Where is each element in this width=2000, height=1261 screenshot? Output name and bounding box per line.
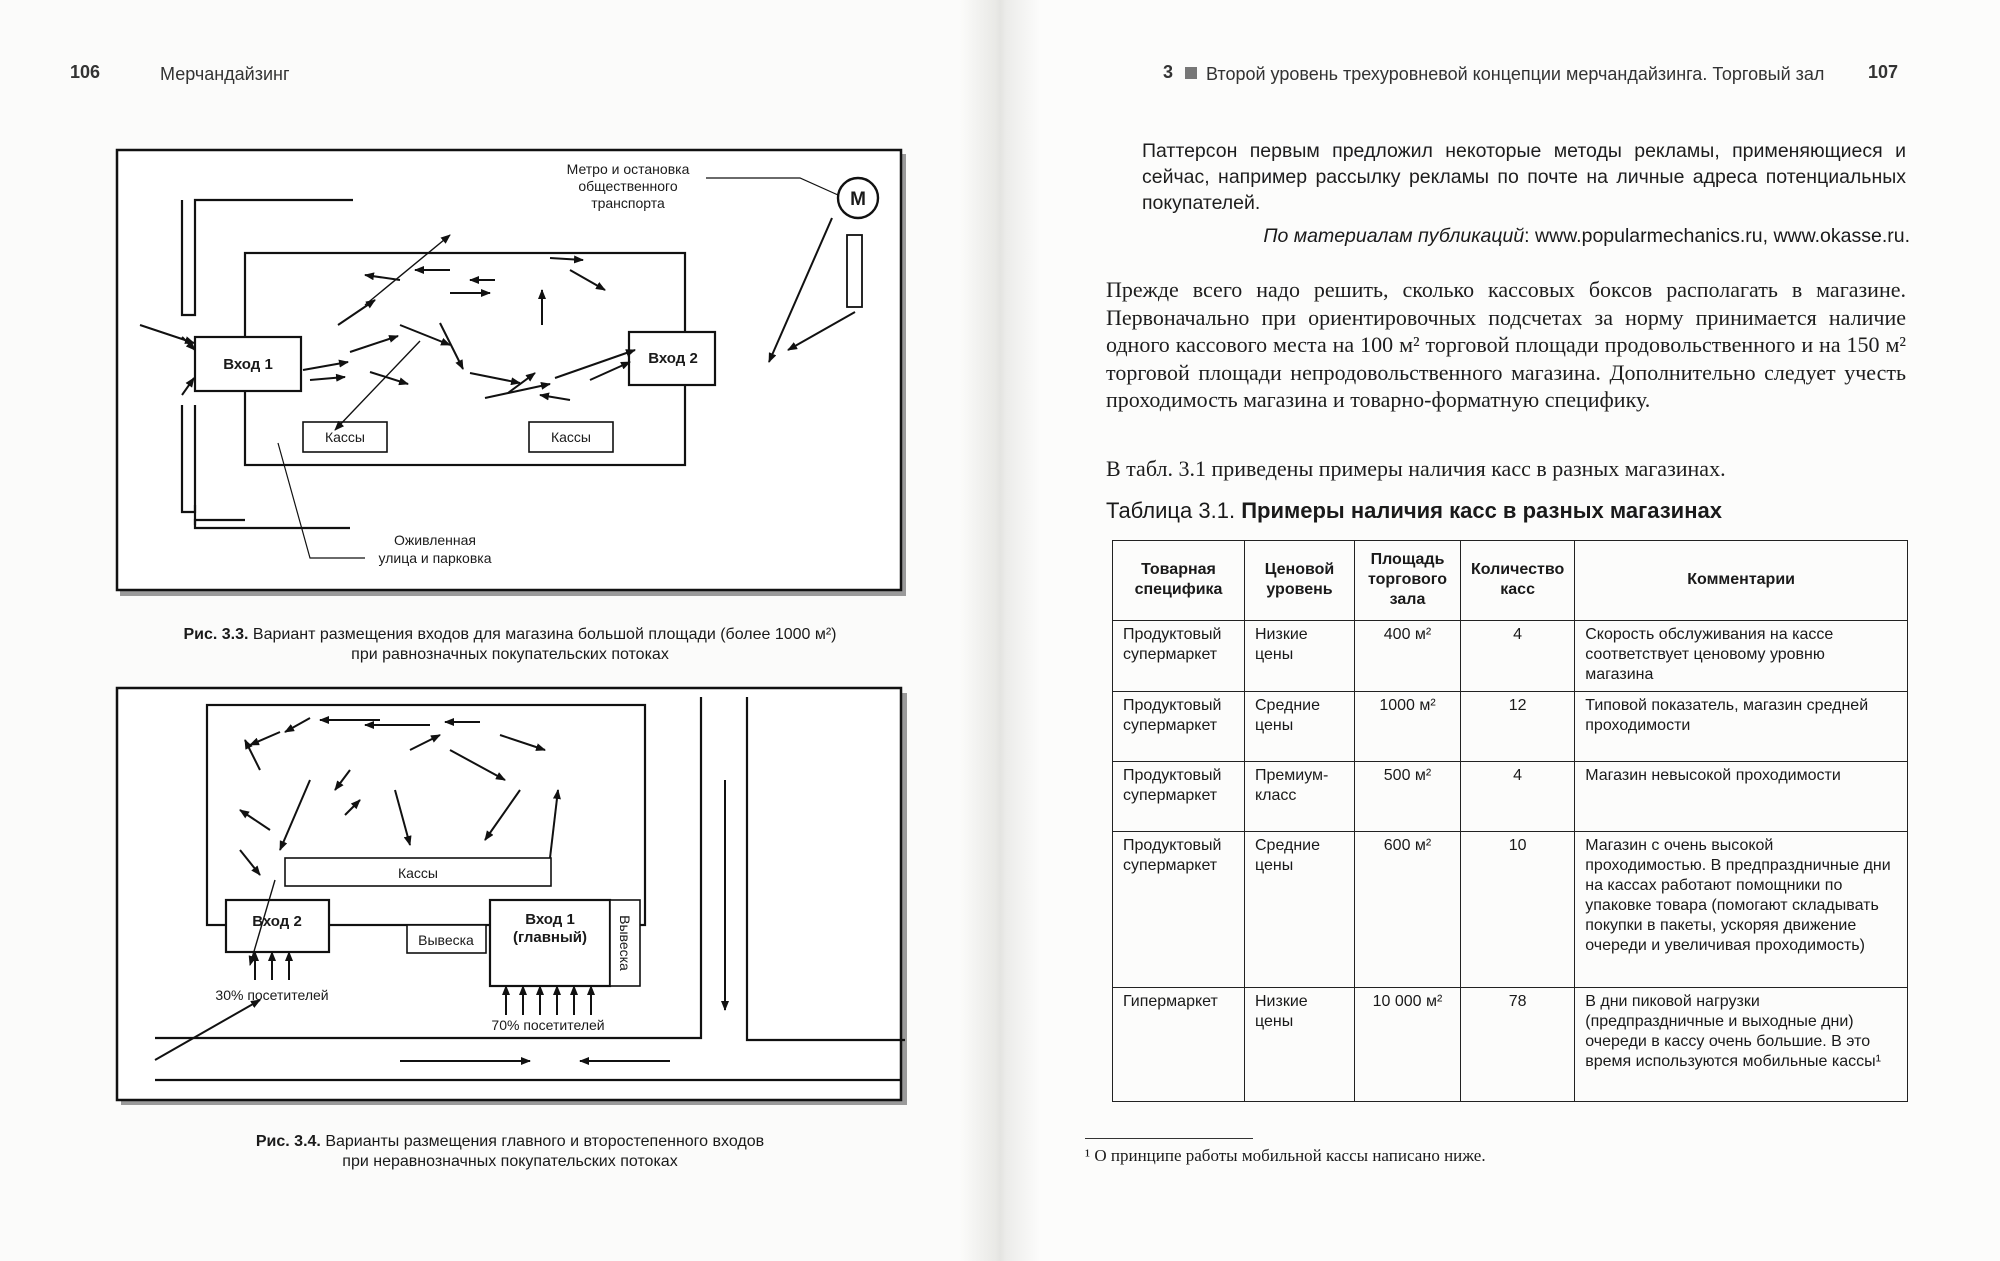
cell-area: 600 м²: [1355, 832, 1461, 988]
table-row: [1113, 988, 1908, 1102]
th-comment: Комментарии: [1575, 541, 1908, 621]
cell-area: 1000 м²: [1355, 692, 1461, 762]
fig33-side-rail: [847, 235, 862, 307]
table-row: [1113, 621, 1908, 692]
cell-comment: Магазин невысокой проходимости: [1575, 762, 1908, 832]
cell-count: 4: [1461, 621, 1575, 692]
paragraph-1: Прежде всего надо решить, сколько кассовых боксов располагать в магазине. Первоначально при ориентировочных подсчетах за норму принимается наличие одного кассового места на 100 м² торговой площади продовольственного и на 150 м² торговой площади непродовольственного магазина. Дополнительно следует учесть проходимость магазина и товарно-форматную специфику.: [1106, 277, 1906, 412]
fig33-metro-symbol: М: [850, 189, 866, 210]
fig33-caption: Рис. 3.3. Вариант размещения входов для магазина большой площади (более 1000 м²) при равнозначных покупательских потоках: [183, 626, 837, 663]
left-page-number: 106: [70, 62, 101, 82]
cell-spec: Продуктовый супермаркет: [1113, 832, 1245, 988]
cell-spec: Гипермаркет: [1113, 988, 1245, 1102]
right-page-number: 107: [1868, 62, 1899, 82]
fig34-entrance1-label-1: Вход 1: [525, 911, 575, 928]
table-row: [1113, 832, 1908, 988]
cell-comment: Магазин с очень высокой проходимостью. В предпраздничные дни на кассах работают помощники по упаковке товара (помогают складывать покупки в пакеты, ускоряя движение очереди и увеличивая проходимость): [1575, 832, 1908, 988]
fig34-sign-vertical-label: Вывеска: [617, 915, 633, 971]
th-price: Ценовой уровень: [1245, 541, 1355, 621]
table-row: [1113, 762, 1908, 832]
fig34-store: [207, 705, 645, 925]
fig33-metro-label-1: Метро и остановка: [566, 161, 690, 177]
cell-price: Низкие цены: [1245, 988, 1355, 1102]
fig34-visitors-30: 30% посетителей: [215, 987, 329, 1003]
cell-price: Низкие цены: [1245, 621, 1355, 692]
cell-count: 4: [1461, 762, 1575, 832]
th-count: Количество касс: [1461, 541, 1575, 621]
cell-price: Премиум-класс: [1245, 762, 1355, 832]
table-header-row: [1113, 541, 1908, 621]
fig33-registers-b-label: Кассы: [550, 429, 592, 445]
left-running-head: Мерчандайзинг: [160, 64, 290, 84]
cell-price: Средние цены: [1245, 692, 1355, 762]
fig33-entrance1-label: Вход 1: [223, 356, 273, 373]
chapter-square-icon: [1185, 67, 1197, 79]
fig34-caption: Рис. 3.4. Варианты размещения главного и второстепенного входов при неравнозначных покупательских потоках: [255, 1133, 765, 1170]
right-running-head: Второй уровень трехуровневой концепции мерчандайзинга. Торговый зал: [1206, 64, 1825, 84]
cell-count: 78: [1461, 988, 1575, 1102]
cell-comment: Скорость обслуживания на кассе соответствует ценовому уровню магазина: [1575, 621, 1908, 692]
cell-area: 10 000 м²: [1355, 988, 1461, 1102]
fig33-street-label-1: Оживленная: [394, 532, 476, 548]
fig34-registers-label: Кассы: [397, 865, 439, 881]
fig34-entrance2-label: Вход 2: [252, 913, 302, 930]
fig34-sign-horizontal-label: Вывеска: [418, 932, 474, 948]
cell-area: 400 м²: [1355, 621, 1461, 692]
chapter-number: 3: [1163, 62, 1174, 82]
fig34-visitors-70: 70% посетителей: [491, 1017, 605, 1033]
paragraph-2: В табл. 3.1 приведены примеры наличия касс в разных магазинах.: [1106, 456, 1726, 481]
fig33-registers-a-label: Кассы: [324, 429, 366, 445]
fig34-entrance1-label-2: (главный): [512, 929, 588, 946]
cell-count: 10: [1461, 832, 1575, 988]
footnote-rule: [1085, 1138, 1253, 1139]
th-area: Площадь торгового зала: [1355, 541, 1461, 621]
th-spec: Товарная специфика: [1113, 541, 1245, 621]
figure-3-4: [110, 680, 910, 1110]
book-gutter: [960, 0, 1040, 1261]
cell-count: 12: [1461, 692, 1575, 762]
fig33-street-label-2: улица и парковка: [378, 550, 492, 566]
intro-paragraph: Паттерсон первым предложил некоторые методы рекламы, применяющиеся и сейчас, например рассылку рекламы по почте на личные адреса потенциальных покупателей.: [1142, 140, 1906, 214]
fig33-metro-label-3: транспорта: [591, 195, 665, 211]
source-line: По материалам публикаций: www.popularmechanics.ru, www.okasse.ru.: [1263, 225, 1910, 247]
cell-area: 500 м²: [1355, 762, 1461, 832]
table-row: [1113, 692, 1908, 762]
cell-comment: Типовой показатель, магазин средней проходимости: [1575, 692, 1908, 762]
cell-price: Средние цены: [1245, 832, 1355, 988]
fig33-entrance2-label: Вход 2: [648, 350, 698, 367]
cell-spec: Продуктовый супермаркет: [1113, 621, 1245, 692]
table-title: Таблица 3.1. Примеры наличия касс в разных магазинах: [1106, 498, 1722, 523]
fig33-metro-label-2: общественного: [578, 178, 678, 194]
figure-3-3: [110, 140, 910, 600]
cell-comment: В дни пиковой нагрузки (предпраздничные и выходные дни) очереди в кассу очень большие. В это время используются мобильные кассы¹: [1575, 988, 1908, 1102]
footnote: ¹ О принципе работы мобильной кассы написано ниже.: [1085, 1146, 1486, 1165]
table-3-1: [1112, 540, 1908, 1102]
cell-spec: Продуктовый супермаркет: [1113, 692, 1245, 762]
cell-spec: Продуктовый супермаркет: [1113, 762, 1245, 832]
